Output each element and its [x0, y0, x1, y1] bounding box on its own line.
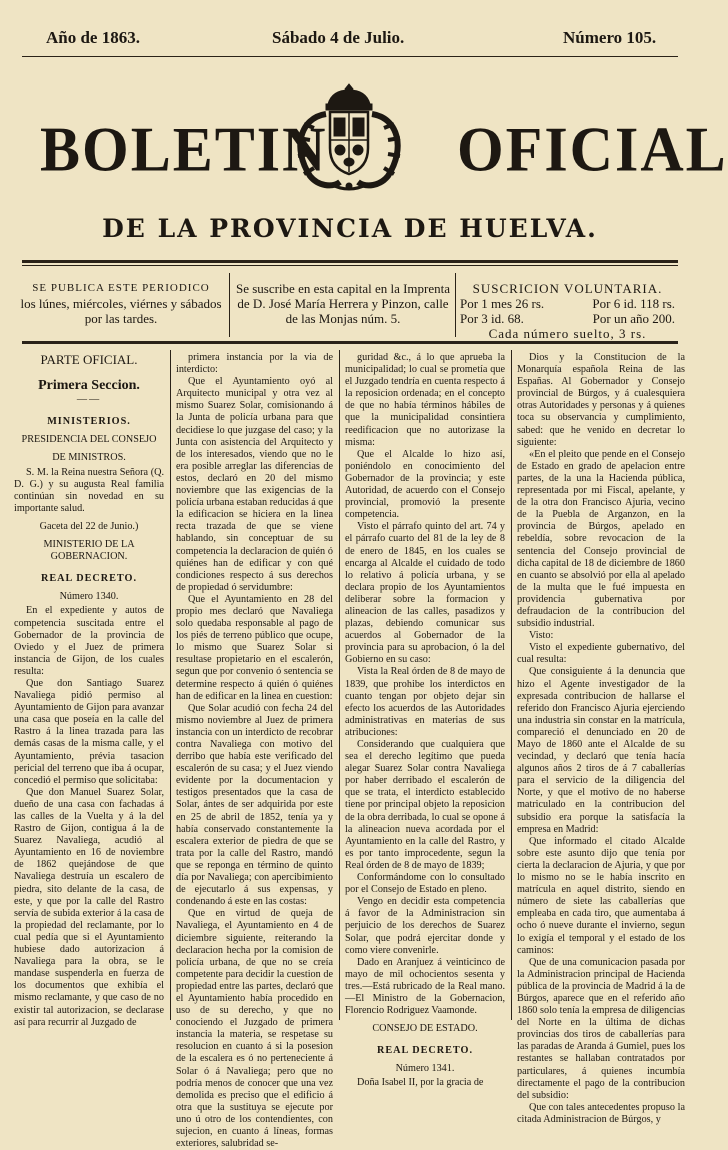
price-cell: Por 3 id. 68.: [460, 311, 524, 326]
article-paragraph: Que el Alcalde lo hizo así, poniéndolo en conocimiento del Gobernador de la provincia; y este Autoridad, de acuerdo con el Consejo provincial, promovió la presente competencia.: [345, 448, 505, 521]
section-heading: PARTE OFICIAL.: [40, 352, 138, 367]
article-heading: DE MINISTROS.: [52, 452, 126, 464]
subtitle: DE LA PROVINCIA DE HUELVA.: [102, 214, 598, 243]
masthead-top-line: [0, 28, 700, 50]
column-1: [14, 352, 164, 1028]
column-3: [345, 352, 505, 1089]
top-divider: [22, 56, 678, 57]
price-row: [460, 311, 675, 326]
subscription-place: [233, 281, 453, 326]
article-heading: MINISTERIOS.: [47, 416, 131, 428]
title-left: BOLETIN: [40, 114, 328, 185]
info-divider-bottom: [22, 341, 678, 344]
article-paragraph: S. M. la Reina nuestra Señora (Q. D. G.) y su augusta Real familia continúan sin novedad en su importante salud.: [14, 466, 164, 514]
periodicity-line: los lúnes, miércoles, viérnes y sábados: [20, 296, 222, 311]
article-paragraph: Considerando que cualquiera que sea el derecho legítimo que pueda alegar Suarez Solar contra Navaliega por haber derribado el escalerón de que se trata, el interdicto establecido tiene por principal objeto la reposicion de la obra derribada, lo cual se opone á la alineacion nueva acordada por el Ayuntamiento en la calle del Rastro, y es por tanto improcedente, segun la Real órden de 8 de mayo de 1839;: [345, 739, 505, 871]
article-paragraph: Que consiguiente á la denuncia que hizo el Agente investigador de la expresada contribucion de hallarse el referido don Francisco Ajuria ejerciendo una industria sin constar en la matrícula, compareció el denunciado en 20 de Mayo de 1860 ante el Alcalde de su vecindad, y declaró que tenía hacía algunos años 2 tiros de á 7 caballerías para el servicio de la diligencia del Norte, y que el motivo de no haberse matriculado en la contribucion del subsidio era porque la satisfacía la empresa en Madrid:: [517, 666, 685, 835]
article-paragraph: Vengo en decidir esta competencia á favor de la Administracion sin perjuicio de los derechos de Suarez Solar, que podrá ejercitar donde y como viere convenirle.: [345, 896, 505, 956]
article-paragraph: Que el Ayuntamiento en 28 del propio mes declaró que Navaliega solo quedaba responsable al pago de los piés de terreno público que ocupe, lo mismo que Suarez Solar si resultase propietario en el escalerón, segun que por convenio ó sentencia se determine respecto á quién ó quiénes han de edificar en la linea en cuestion:: [176, 593, 333, 702]
column-2: [176, 352, 333, 1150]
article-paragraph: Que don Santiago Suarez Navaliega pidió permiso al Ayuntamiento de Gijon para avanzar una casa que poseía en la calle del Rastro á la linea trazada para las demás casas de la misma calle, y el Ayuntamiento, prévia tasacion pericial del terreno que iba á ocupar, concedió el permiso que solicitaba:: [14, 677, 164, 786]
article-paragraph: Que Solar acudió con fecha 24 del mismo noviembre al Juez de primera instancia con un interdicto de recobrar contra Navaliega con motivo del derribo que había este verificado del escalerón de su casa; y el Juez viendo evidente por la documentacion y testigos presentados que la casa de Solar, ántes de ser adquirida por este en 25 de abril de 1852, tenía ya y había conservado constantemente la escalera exterior de piedra de que se trata por la calle del Rastro, mandó que se reponga en término de quinto día por Navaliega; con apercibimiento de ejecutarlo á sus expensas, y condenando á este en las costas:: [176, 702, 333, 908]
article-paragraph: Vista la Real órden de 8 de mayo de 1839, que prohibe los interdictos en cuanto tengan por objeto dejar sin efecto los acuerdos de las Autoridades administrativas en materias de sus atribuciones:: [345, 666, 505, 738]
article-paragraph: «En el pleito que pende en el Consejo de Estado en grado de apelacion entre partes, de la una la Hacienda pública, representada por mi Fiscal, apelante, y de la otra don Francisco Ajuria, vecino de la Puebla de Arganzon, en la provincia de Búrgos, apelado en rebeldía, sobre revocacion de la sentencia del Consejo provincial de dicha capital de 18 de diciembre de 1860 en cuanto se absolvió por ella al apelado de la multa que le fué impuesta en providencia gubernativa por defraudacion de la contribucion del subsidio industrial.: [517, 448, 685, 630]
column-4: [517, 352, 685, 1125]
article-heading: CONSEJO DE ESTADO.: [372, 1023, 478, 1035]
issue-number: Número 105.: [563, 28, 657, 47]
article-paragraph: Doña Isabel II, por la gracia de: [357, 1077, 484, 1089]
price-cell: Por 1 mes 26 rs.: [460, 296, 545, 311]
separator-dash: ——: [76, 394, 102, 406]
subscription-prices: [460, 281, 675, 341]
price-cell: Por un año 200.: [592, 311, 675, 326]
royal-coat-of-arms-icon: [270, 78, 428, 196]
subscription-line: de D. José María Herrera y Pinzon, calle: [237, 296, 449, 311]
column-rule: [170, 350, 171, 1020]
info-divider: [229, 273, 230, 337]
article-paragraph: Que don Manuel Suarez Solar, dueño de una casa con fachadas á las calles de la Vuelta y á la del Rastro de Gijon, contigua á la de Suarez Navaliega, acudió al Ayuntamiento en 16 de noviembre de 1862 quejándose de que Navaliega destruía un escalero de piedra, sito delante de la casa, de este, y que por la calle del Rastro servía de subida exterior á la casa de la propiedad del reclamante, por lo cual pedía que si el Ayuntamiento hubiese dado autorizacion á Navaliega para la obra, se le mandase suspenderla en fuerza de los documentos que exhibía el mismo reclamante, y que caso de no existir tal autorizacion, se declarase así para recurrir al Juzgado de: [14, 786, 164, 1028]
article-paragraph: Dado en Aranjuez á veinticinco de mayo de mil ochocientos sesenta y tres.—Está rubricado de la Real mano. —El Ministro de la Gobernacion, Florencio Rodriguez Vaamonde.: [345, 956, 505, 1017]
periodicity-notice: [15, 281, 227, 326]
section-heading: Primera Seccion.: [38, 378, 140, 394]
article-heading: Número 1341.: [395, 1063, 455, 1075]
subscription-title: SUSCRICION VOLUNTARIA.: [472, 281, 663, 296]
issue-date: Sábado 4 de Julio.: [272, 28, 405, 47]
issue-year: Año de 1863.: [46, 28, 140, 47]
subscription-line: Se suscribe en esta capital en la Imprenta: [235, 281, 451, 296]
masthead-divider-thin: [22, 265, 678, 266]
article-paragraph: Que el Ayuntamiento oyó al Arquitecto municipal y otra vez al mismo Suarez Solar, comisionando á la Junta de policía urbana para que decidiese lo que juzgase del caso; y la Junta con asistencia del Arquitecto y de los interesados, viendo que no le era posible arreglar las diferencias de estos, declaró en 20 del mismo noviembre que las exigencias de la policía urbana estaban reducidas á que la edificacion se hiciera en la linea recta trazada de que se viene hablando, sin conceptuar de su competencia la declaracion de quién ó quiénes han de edificar y con qué condiciones respecto á sus derechos de propiedad ó servidumbre:: [176, 376, 333, 593]
periodicity-line: por las tardes.: [84, 311, 158, 326]
article-paragraph: primera instancia por la via de interdicto:: [176, 352, 333, 376]
article-paragraph: Visto:: [529, 630, 554, 642]
article-paragraph: Visto el párrafo quinto del art. 74 y el párrafo cuarto del 81 de la ley de 8 de enero de 1845, en los cuales se encarga al Alcalde el cuidado de todo lo relativo á policía urbana, y se declara propio de los Ayuntamientos deliberar sobre la formacion y alineacion de las calles, pasadizos y plazas, debiendo comunicar sus acuerdos al Gobernador de la provincia para su aprobacion, ó la del Gobierno en su caso:: [345, 521, 505, 666]
info-divider: [455, 273, 456, 337]
article-paragraph: Que de una comunicacion pasada por la Administracion principal de Hacienda pública de la provincia de Madrid á la de Búrgos, aparece que en el referido año 1860 solo tenía la empresa de diligencias del Norte en la última de dichas provincias dos tiros de caballerías para las paradas de Aranda á Gumiel, pues los restantes se hallaban contratados por particulares, á quienes incumbía directamente el pago de la contribucion del subsidio:: [517, 956, 685, 1101]
title-right: OFICIAL: [457, 114, 728, 185]
article-heading: PRESIDENCIA DEL CONSEJO: [21, 434, 157, 446]
periodicity-line: SE PUBLICA ESTE PERIODICO: [32, 282, 210, 294]
article-paragraph: Que con tales antecedentes propuso la citada Administracion de Búrgos, y: [517, 1101, 685, 1125]
article-paragraph: Conformándome con lo consultado por el Consejo de Estado en pleno.: [345, 872, 505, 896]
article-paragraph: guridad &c., á lo que aprueba la municipalidad; lo cual se prometía que el Juzgado tendría en cuenta respecto á la reposicion ordenada; en el concepto de que no había términos hábiles de que la municipalidad consintiera reedificacion que no autorizase la misma:: [345, 352, 505, 448]
article-paragraph: En el expediente y autos de competencia suscitada entre el Gobernador de la provincia de Oviedo y el Juez de primera instancia de Gijon, de los cuales resulta:: [14, 605, 164, 677]
article-heading: REAL DECRETO.: [40, 573, 138, 585]
article-heading: MINISTERIO DE LA GOBERNACION.: [43, 539, 135, 563]
column-rule: [511, 350, 512, 1020]
article-heading: REAL DECRETO.: [376, 1045, 474, 1057]
price-cell: Por 6 id. 118 rs.: [592, 296, 675, 311]
article-heading: Gaceta del 22 de Junio.): [39, 520, 139, 532]
price-row: [460, 296, 675, 311]
masthead-divider: [22, 260, 678, 263]
article-paragraph: Que en virtud de queja de Navaliega, el Ayuntamiento en 4 de diciembre siguiente, reiterando la declaracion hecha por la comision de policía urbana, de que no se creía competente para decidir la cuestion de propiedad entre las partes, declaró que el Ayuntamiento había procedido en uso de su derecho, y que no conociendo el Juzgado de primera instancia la materia, se respetase su resolucion en cuanto á si la posesion de la escalera es ó no perteneciente á Solar ó á Navaliega; pero que no podría menos de conocer que una vez demolida es preciso que el edificio á otra que la sustituya se ejecute por uno ú otro de los contendientes, con sujecion, en cuanto á líneas, formas exteriores, salubridad se-: [176, 908, 333, 1150]
article-paragraph: Que informado el citado Alcalde sobre este asunto dijo que tenía por cierta la declaracion de Ajuria, y que por lo mismo no se le había inscrito en matrícula en aquel distrito, siendo en número de siete las caballerías que empleaba en cada tiro, que aumentaba á ocho ó nueve durante el invierno, segun lo exigía el temporal y el estado de los caminos:: [517, 835, 685, 956]
article-paragraph: Dios y la Constitucion de la Monarquía española Reina de las Españas. Al Gobernador y Consejo provincial de Búrgos, y á cualesquiera otras Autoridades y personas y á quienes toca su observancia y cumplimiento, sabed: que he venido en decretar lo siguiente:: [517, 352, 685, 448]
article-heading: Número 1340.: [59, 591, 119, 603]
column-rule: [339, 350, 340, 1020]
subscription-line: de las Monjas núm. 5.: [285, 311, 401, 326]
single-issue-price: Cada número suelto, 3 rs.: [488, 326, 647, 341]
article-paragraph: Visto el expediente gubernativo, del cual resulta:: [517, 642, 685, 666]
